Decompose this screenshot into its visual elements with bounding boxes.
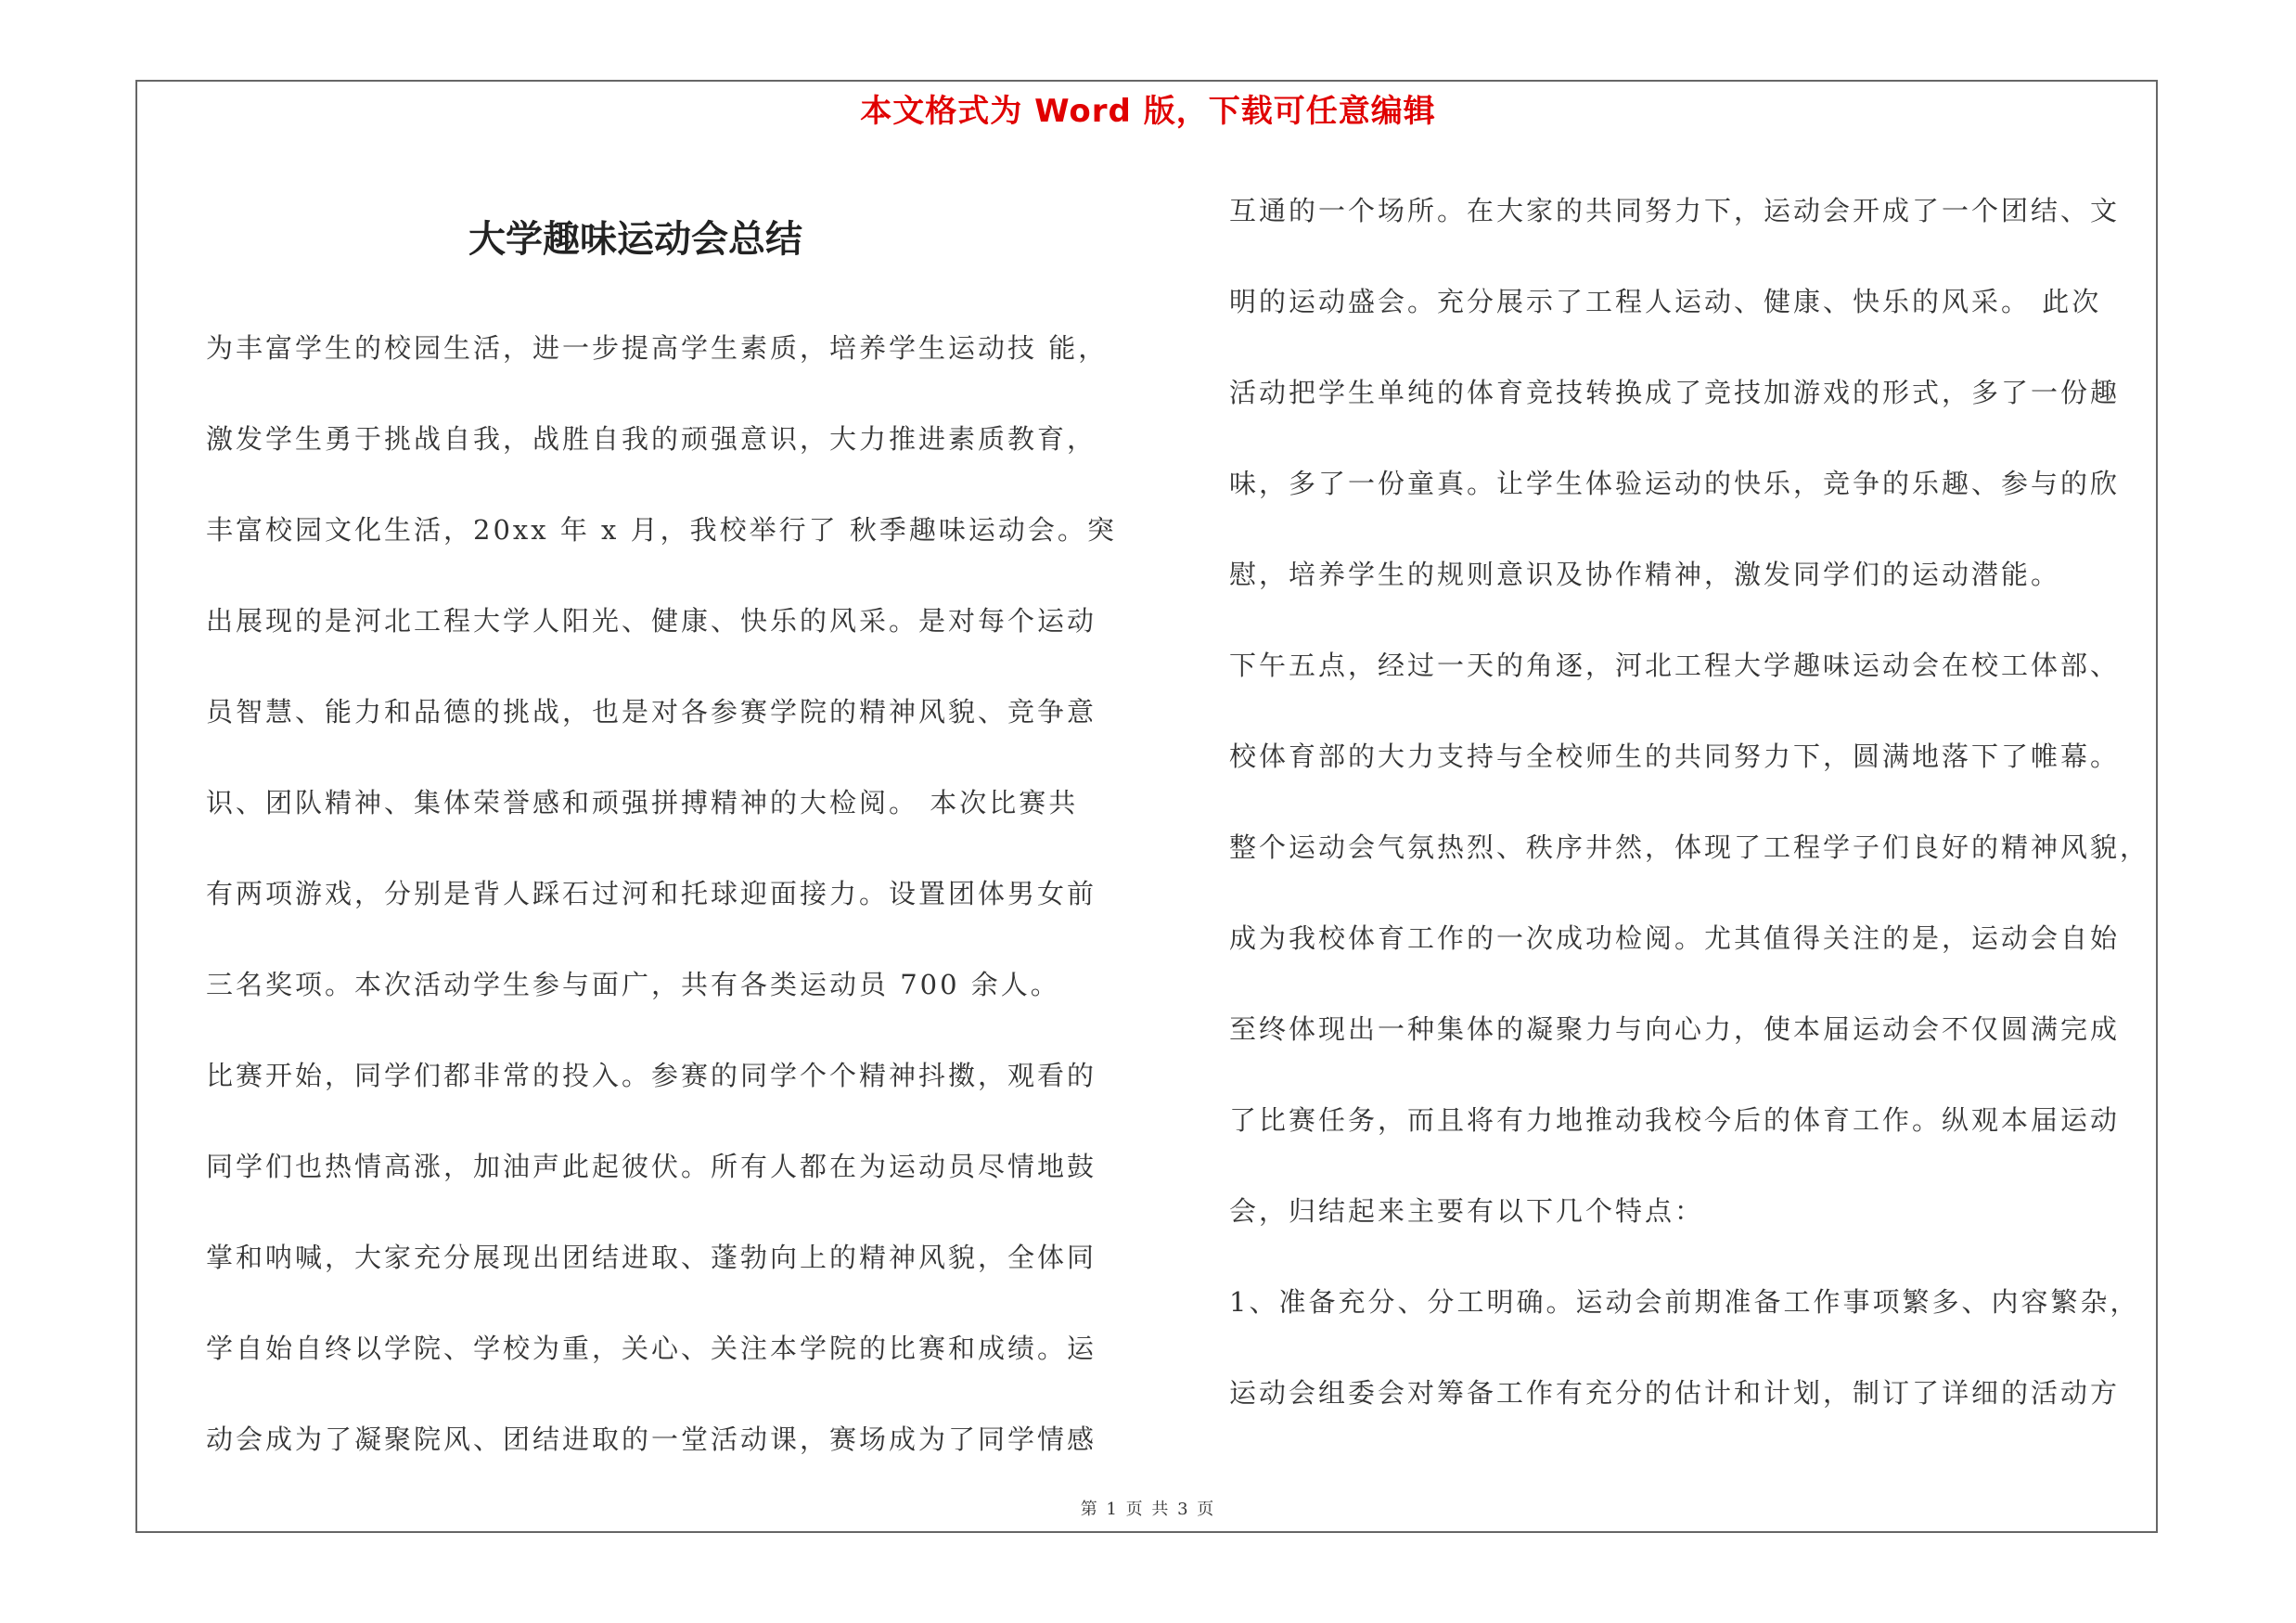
text-line: 至终体现出一种集体的凝聚力与向心力，使本届运动会不仅圆满完成 [1229,1013,2121,1045]
text-line: 激发学生勇于挑战自我，战胜自我的顽强意识，大力推进素质教育， [206,423,1097,455]
text-line: 掌和呐喊，大家充分展现出团结进取、蓬勃向上的精神风貌，全体同 [206,1242,1097,1273]
right-column [1229,165,2157,1438]
text-line: 活动把学生单纯的体育竞技转换成了竞技加游戏的形式，多了一份趣 [1229,377,2121,408]
text-line: 会，归结起来主要有以下几个特点： [1229,1195,1705,1227]
text-line: 有两项游戏，分别是背人踩石过河和托球迎面接力。设置团体男女前 [206,878,1097,909]
page-number-footer: 第 1 页 共 3 页 [1080,1500,1216,1519]
text-line: 丰富校园文化生活，20xx 年 x 月，我校举行了 秋季趣味运动会。突 [206,514,1117,546]
text-line: 同学们也热情高涨，加油声此起彼伏。所有人都在为运动员尽情地鼓 [206,1151,1097,1182]
text-line: 比赛开始，同学们都非常的投入。参赛的同学个个精神抖擞，观看的 [206,1060,1097,1091]
text-line: 为丰富学生的校园生活，进一步提高学生素质，培养学生运动技 能， [206,332,1109,364]
text-line: 了比赛任务，而且将有力地推动我校今后的体育工作。纵观本届运动 [1229,1104,2121,1136]
left-column [206,303,1134,1485]
text-line: 下午五点，经过一天的角逐，河北工程大学趣味运动会在校工体部、 [1229,650,2121,681]
text-line: 成为我校体育工作的一次成功检阅。尤其值得关注的是，运动会自始 [1229,922,2121,954]
text-line: 三名奖项。本次活动学生参与面广，共有各类运动员 700 余人。 [206,969,1060,1000]
text-line: 慰，培养学生的规则意识及协作精神，激发同学们的运动潜能。 [1229,559,2061,590]
text-line: 互通的一个场所。在大家的共同努力下，运动会开成了一个团结、文 [1229,195,2121,226]
editable-notice-banner: 本文格式为 Word 版，下载可任意编辑 [860,93,1436,130]
text-line: 校体育部的大力支持与全校师生的共同努力下，圆满地落下了帷幕。 [1229,741,2121,772]
text-line: 员智慧、能力和品德的挑战，也是对各参赛学院的精神风貌、竞争意 [206,696,1097,728]
document-title: 大学趣味运动会总结 [468,217,802,261]
text-line: 味，多了一份童真。让学生体验运动的快乐，竞争的乐趣、参与的欣 [1229,468,2121,499]
text-line: 明的运动盛会。充分展示了工程人运动、健康、快乐的风采。 此次 [1229,286,2102,317]
text-line: 动会成为了凝聚院风、团结进取的一堂活动课，赛场成为了同学情感 [206,1423,1097,1455]
text-line: 运动会组委会对筹备工作有充分的估计和计划，制订了详细的活动方 [1229,1377,2121,1409]
text-line: 1、准备充分、分工明确。运动会前期准备工作事项繁多、内容繁杂， [1229,1286,2140,1318]
text-line: 识、团队精神、集体荣誉感和顽强拼搏精神的大检阅。 本次比赛共 [206,787,1079,818]
text-line: 学自始自终以学院、学校为重，关心、关注本学院的比赛和成绩。运 [206,1333,1097,1364]
text-line: 整个运动会气氛热烈、秩序井然，体现了工程学子们良好的精神风貌， [1229,831,2150,863]
text-line: 出展现的是河北工程大学人阳光、健康、快乐的风采。是对每个运动 [206,605,1097,637]
